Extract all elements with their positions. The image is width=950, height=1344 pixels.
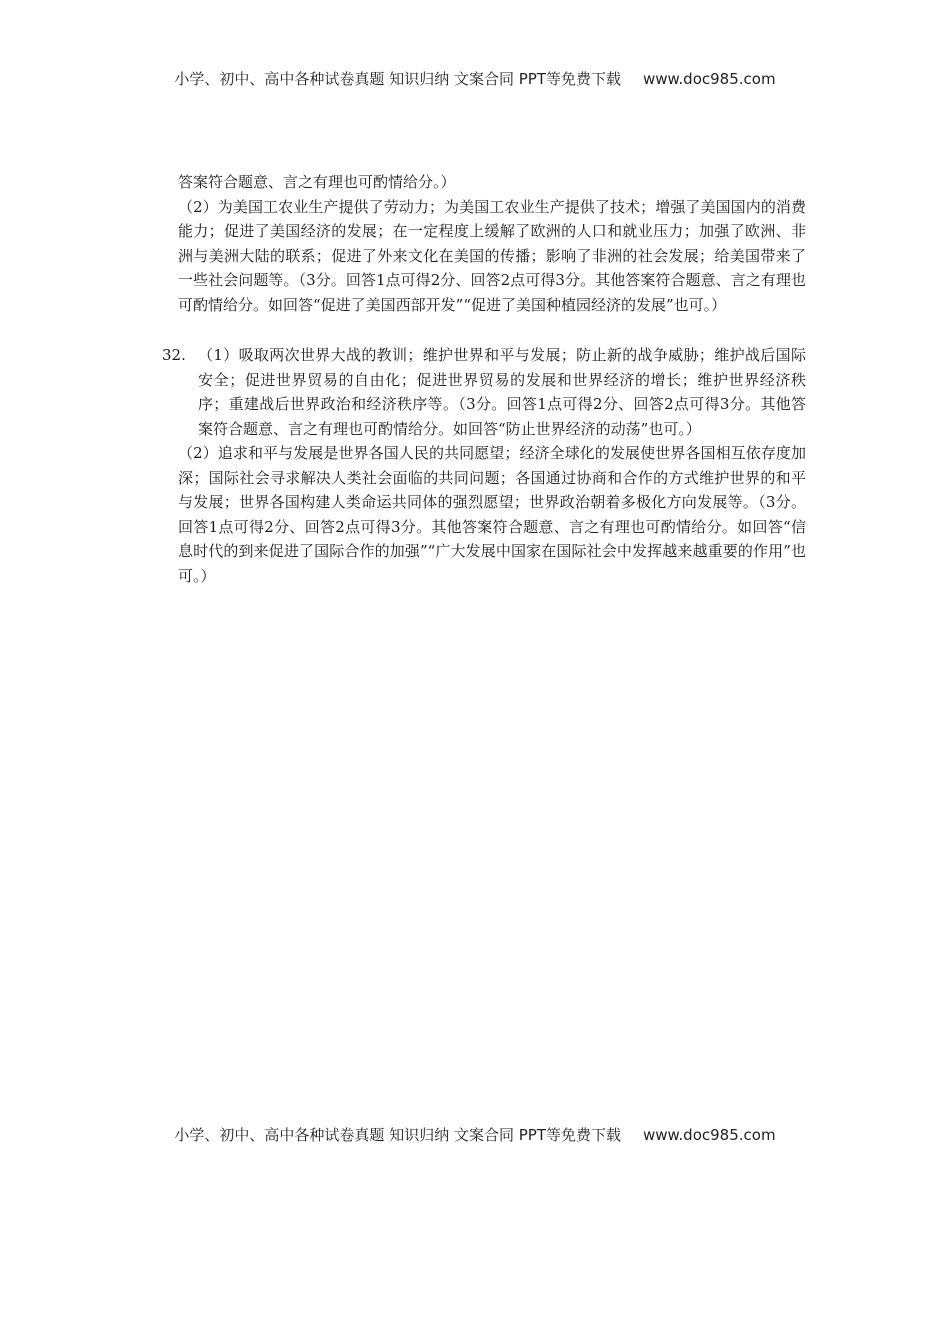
spacer [178, 317, 806, 343]
q32-block [162, 343, 806, 588]
q31-part2-answer: （2）为美国工农业生产提供了劳动力；为美国工农业生产提供了技术；增强了美国国内的消费能力；促进了美国经济的发展；在一定程度上缓解了欧洲的人口和就业压力；加强了欧洲、非洲与美洲大陆的联系；促进了外来文化在美国的传播；影响了非洲的社会发展；给美国带来了一些社会问题等。（3分。回答1点可得2分、回答2点可得3分。其他答案符合题意、言之有理也可酌情给分。如回答“促进了美国西部开发”“促进了美国种植园经济的发展”也可。） [178, 197, 806, 314]
q32-part2-answer: （2）追求和平与发展是世界各国人民的共同愿望；经济全球化的发展使世界各国相互依存度加深；国际社会寻求解决人类社会面临的共同问题；各国通过协商和合作的方式维护世界的和平与发展；世界各国构建人类命运共同体的强烈愿望；世界政治朝着多极化方向发展等。（3分。回答1点可得2分、回答2点可得3分。其他答案符合题意、言之有理也可酌情给分。如回答“信息时代的到来促进了国际合作的加强”“广大发展中国家在国际社会中发挥越来越重要的作用”也可。） [178, 444, 806, 585]
footer-url: www.doc985.com [642, 1126, 776, 1144]
continuation-text: 答案符合题意、言之有理也可酌情给分。） [178, 173, 456, 191]
page-header [0, 68, 950, 89]
header-text: 小学、初中、高中各种试卷真题 知识归纳 文案合同 PPT等免费下载 [174, 70, 621, 88]
q32-part1-answer: （1）吸取两次世界大战的教训；维护世界和平与发展；防止新的战争威胁；维护战后国际安全；促进世界贸易的自由化；促进世界贸易的发展和世界经济的增长；维护世界经济秩序；重建战后世界政治和经济秩序等。（3分。回答1点可得2分、回答2点可得3分。其他答案符合题意、言之有理也可酌情给分。如回答“防止世界经济的动荡”也可。） [198, 346, 806, 438]
q32-number: 32. [162, 346, 186, 364]
page-footer [0, 1124, 950, 1145]
header-url: www.doc985.com [642, 70, 776, 88]
answer-content [162, 170, 806, 588]
footer-text: 小学、初中、高中各种试卷真题 知识归纳 文案合同 PPT等免费下载 [174, 1126, 621, 1144]
